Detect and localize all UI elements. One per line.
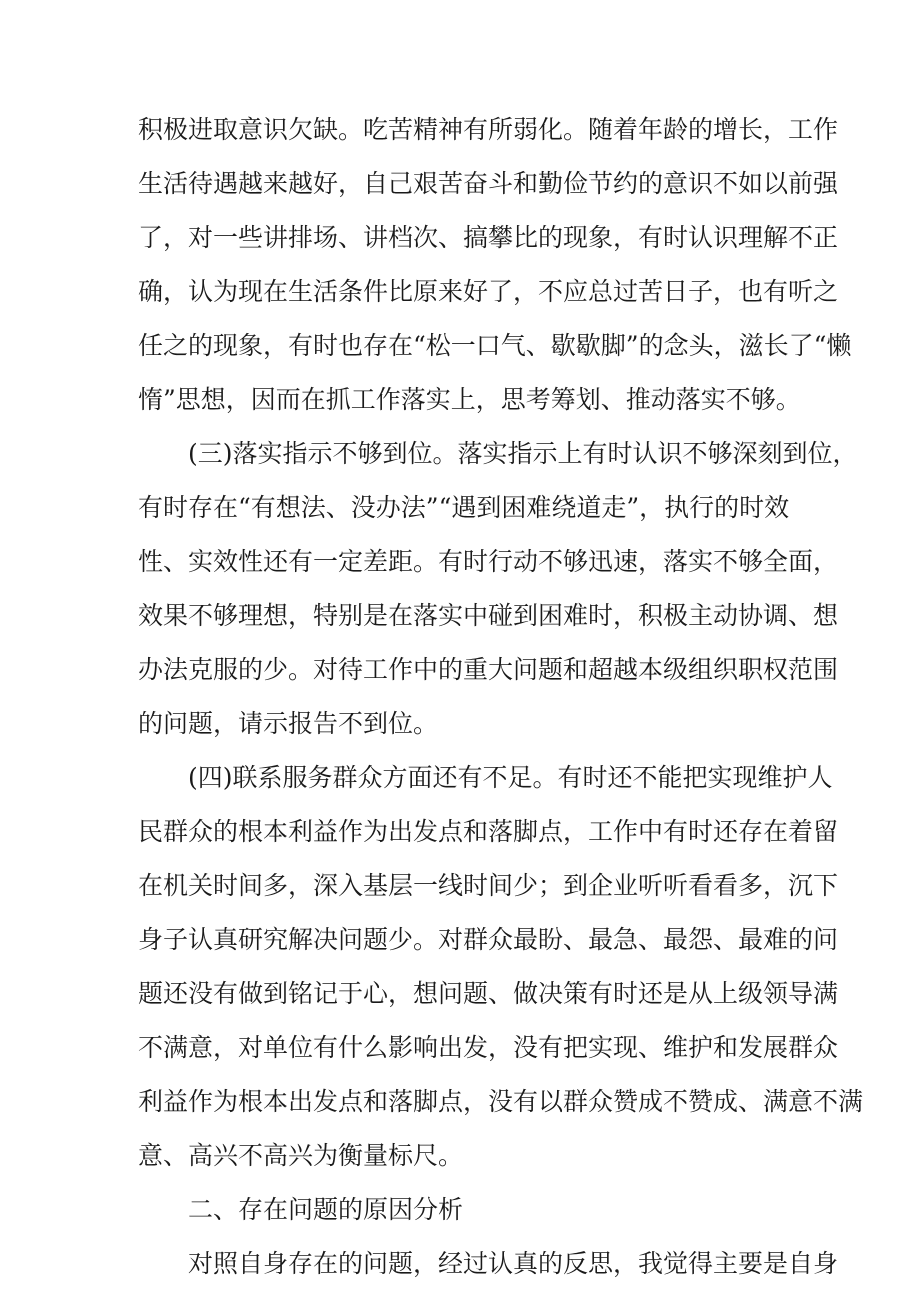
text-line: 身子认真研究解决问题少。对群众最盼、最急、最怨、最难的问	[138, 925, 839, 954]
text-line: 生活待遇越来越好，自己艰苦奋斗和勤俭节约的意识不如以前强	[138, 169, 839, 198]
text-line: 在机关时间多，深入基层一线时间少；到企业听听看看多，沉下	[138, 871, 839, 900]
text-line: 题还没有做到铭记于心，想问题、做决策有时还是从上级领导满	[138, 979, 839, 1008]
text-line: 不满意，对单位有什么影响出发，没有把实现、维护和发展群众	[138, 1033, 839, 1062]
text-line: 了，对一些讲排场、讲档次、搞攀比的现象，有时认识理解不正	[138, 223, 839, 252]
text-line: 对照自身存在的问题，经过认真的反思，我觉得主要是自身	[188, 1249, 839, 1278]
text-line: 有时存在“有想法、没办法”“遇到困难绕道走”，执行的时效	[138, 493, 790, 522]
chapter-heading-two: 二、存在问题的原因分析	[188, 1195, 464, 1224]
text-line: 任之的现象，有时也存在“松一口气、歇歇脚”的念头，滋长了“懒	[138, 331, 852, 360]
text-line: 的问题，请示报告不到位。	[138, 709, 439, 738]
text-line: 利益作为根本出发点和落脚点，没有以群众赞成不赞成、满意不满	[138, 1087, 864, 1116]
text-line: 效果不够理想，特别是在落实中碰到困难时，积极主动协调、想	[138, 601, 839, 630]
text-line: 意、高兴不高兴为衡量标尺。	[138, 1141, 464, 1170]
text-line: 民群众的根本利益作为出发点和落脚点，工作中有时还存在着留	[138, 817, 839, 846]
text-line: 惰”思想，因而在抓工作落实上，思考筹划、推动落实不够。	[138, 385, 801, 414]
section-heading-three: (三)落实指示不够到位。落实指示上有时认识不够深刻到位，	[188, 439, 858, 468]
text-line: 办法克服的少。对待工作中的重大问题和超越本级组织职权范围	[138, 655, 839, 684]
text-line: 性、实效性还有一定差距。有时行动不够迅速，落实不够全面，	[138, 547, 839, 576]
text-line: 积极进取意识欠缺。吃苦精神有所弱化。随着年龄的增长，工作	[138, 115, 839, 144]
text-line: 确，认为现在生活条件比原来好了，不应总过苦日子，也有听之	[138, 277, 839, 306]
section-heading-four: (四)联系服务群众方面还有不足。有时还不能把实现维护人	[188, 763, 833, 792]
